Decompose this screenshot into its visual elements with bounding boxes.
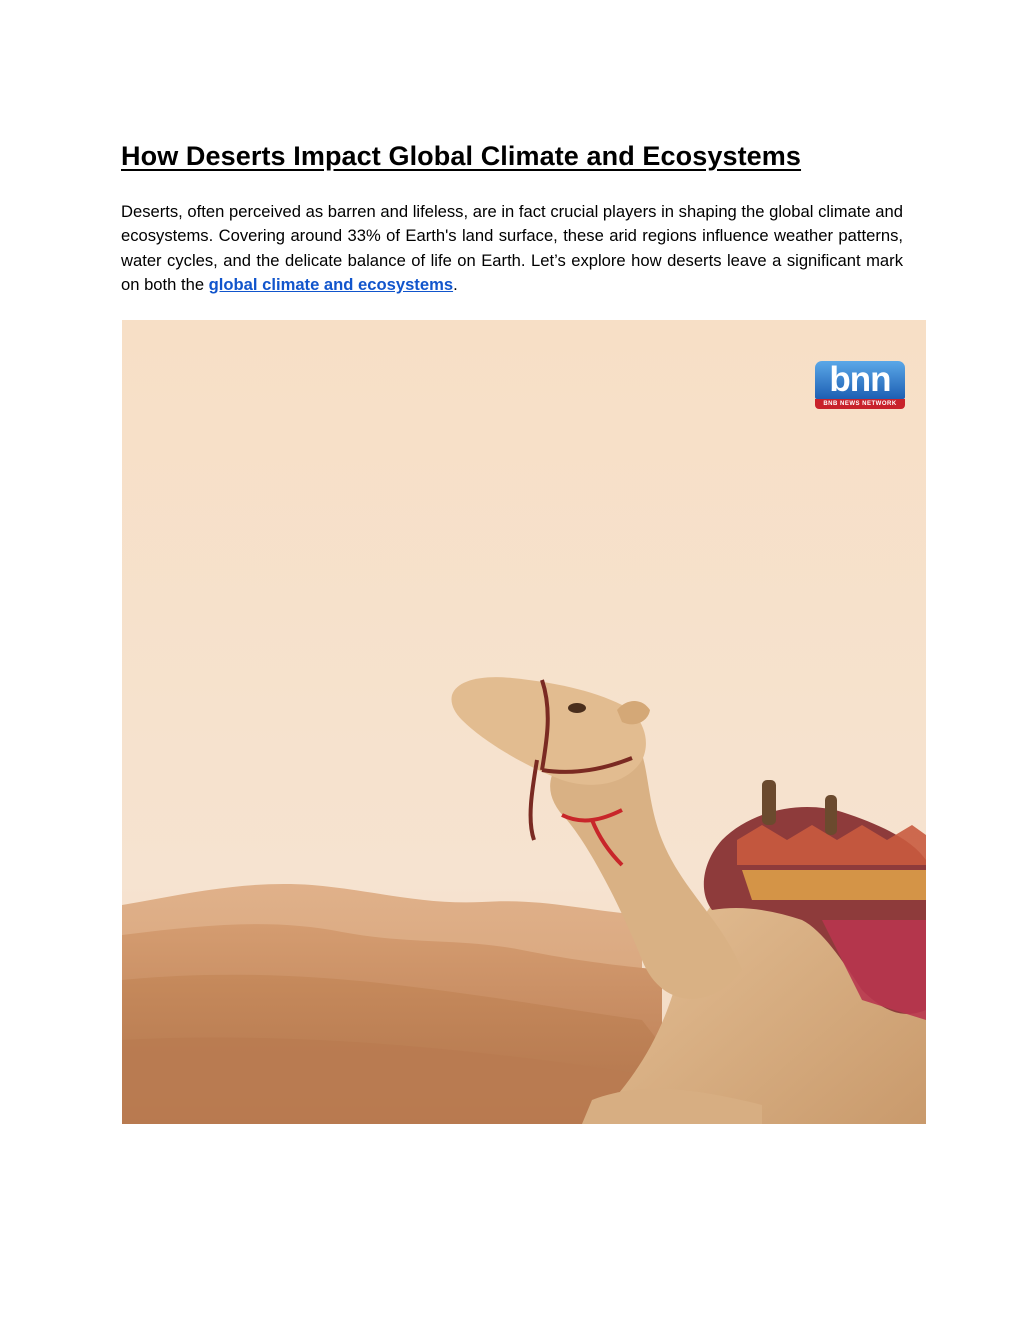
logo-wordmark: bnn (829, 360, 891, 399)
camel-desert-image (122, 320, 926, 1124)
logo-subtitle: BNB NEWS NETWORK (823, 401, 897, 407)
bnn-logo (815, 361, 905, 409)
intro-text: Deserts, often perceived as barren and lifeless, are in fact crucial players in shaping the global climate and ecosystems. Covering around 33% of Earth's land surface, these arid regions influence weather patterns, water cycles, and the delicate balance of life on Earth. Let’s explore how deserts leave a significant mark on both the (121, 202, 903, 294)
global-climate-link[interactable]: global climate and ecosystems (208, 274, 454, 294)
desert-scene (122, 320, 926, 1124)
intro-text-end: . (453, 274, 458, 294)
article-title: How Deserts Impact Global Climate and Ecosystems (121, 141, 802, 171)
article-intro (121, 200, 903, 297)
